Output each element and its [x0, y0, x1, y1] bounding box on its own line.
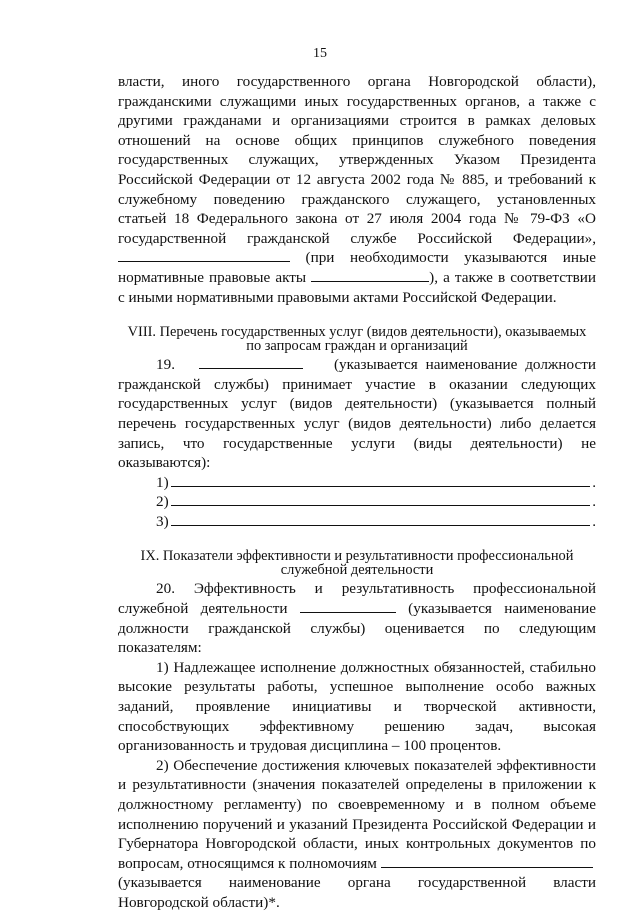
blank-field: [171, 473, 591, 487]
document-body: [118, 72, 596, 913]
list-item: 1) .: [156, 473, 596, 491]
paragraph-19: 19. (указывается наименование должности гражданской службы) принимает участие в оказании следующих государственных услуг (видов деятельности) (указывается полный перечень государственных услуг (видов деятельности) либо делается запись, что государственные услуги (виды деятельности) не оказываются):: [118, 356, 596, 472]
section-heading-viii: VIII. Перечень государственных услуг (видов деятельности), оказываемых по запросам граждан и организаций: [127, 324, 587, 354]
blank-field: [171, 492, 591, 506]
blank-field: [311, 268, 429, 282]
blank-field: [381, 854, 593, 868]
indicator-item-2: 2) Обеспечение достижения ключевых показателей эффективности и результативности (значения показателей определены в приложении к должностному регламенту) по своевременному и в полном объеме исполнению поручений и указаний Президента Российской Федерации и Губернатора Новгородской области, иных контрольных документов по вопросам, относящимся к полномочиям: [118, 756, 596, 872]
services-list: [118, 473, 596, 532]
list-item: 2) .: [156, 493, 596, 511]
indicator-item-1: 1) Надлежащее исполнение должностных обязанностей, стабильно высокие результаты работы, успешное выполнение особо важных заданий, проявление инициативы и творческой активности, способствующих эффективному решению задач, высокая организованность и трудовая дисциплина – 100 процентов.: [118, 658, 596, 755]
paragraph-conduct: власти, иного государственного органа Новгородской области), гражданскими служащими иных государственных органов, а также с другими гражданами и организациями строится в рамках деловых отношений на основе общих принципов служебного поведения государственных служащих, утвержденных Указом Президента Российской Федерации от 12 августа 2002 года № 885, и требований к служебному поведению гражданского служащего, установленных статьей 18 Федерального закона от 27 июля 2004 года № 79-ФЗ «О государственной гражданской службе Российской Федерации», (при необходимости указываются иные нормативные правовые акты ), а также в соответствии с иными нормативными правовыми актами Российской Федерации.: [118, 73, 597, 306]
paragraph-20: 20. Эффективность и результативность профессиональной служебной деятельности (указывается наименование должности гражданской службы) оценивается по следующим показателям:: [118, 580, 596, 657]
indicator-item-2-note: (указывается наименование органа государственной власти Новгородской области)*.: [118, 874, 596, 911]
section-heading-ix: IX. Показатели эффективности и результативности профессиональной служебной деятельности: [140, 548, 574, 578]
list-item: 3) .: [156, 512, 596, 530]
page-number: 15: [313, 46, 327, 61]
blank-field: [300, 599, 396, 613]
blank-field: [199, 355, 303, 369]
blank-field: [171, 512, 591, 526]
blank-field: [118, 248, 290, 262]
